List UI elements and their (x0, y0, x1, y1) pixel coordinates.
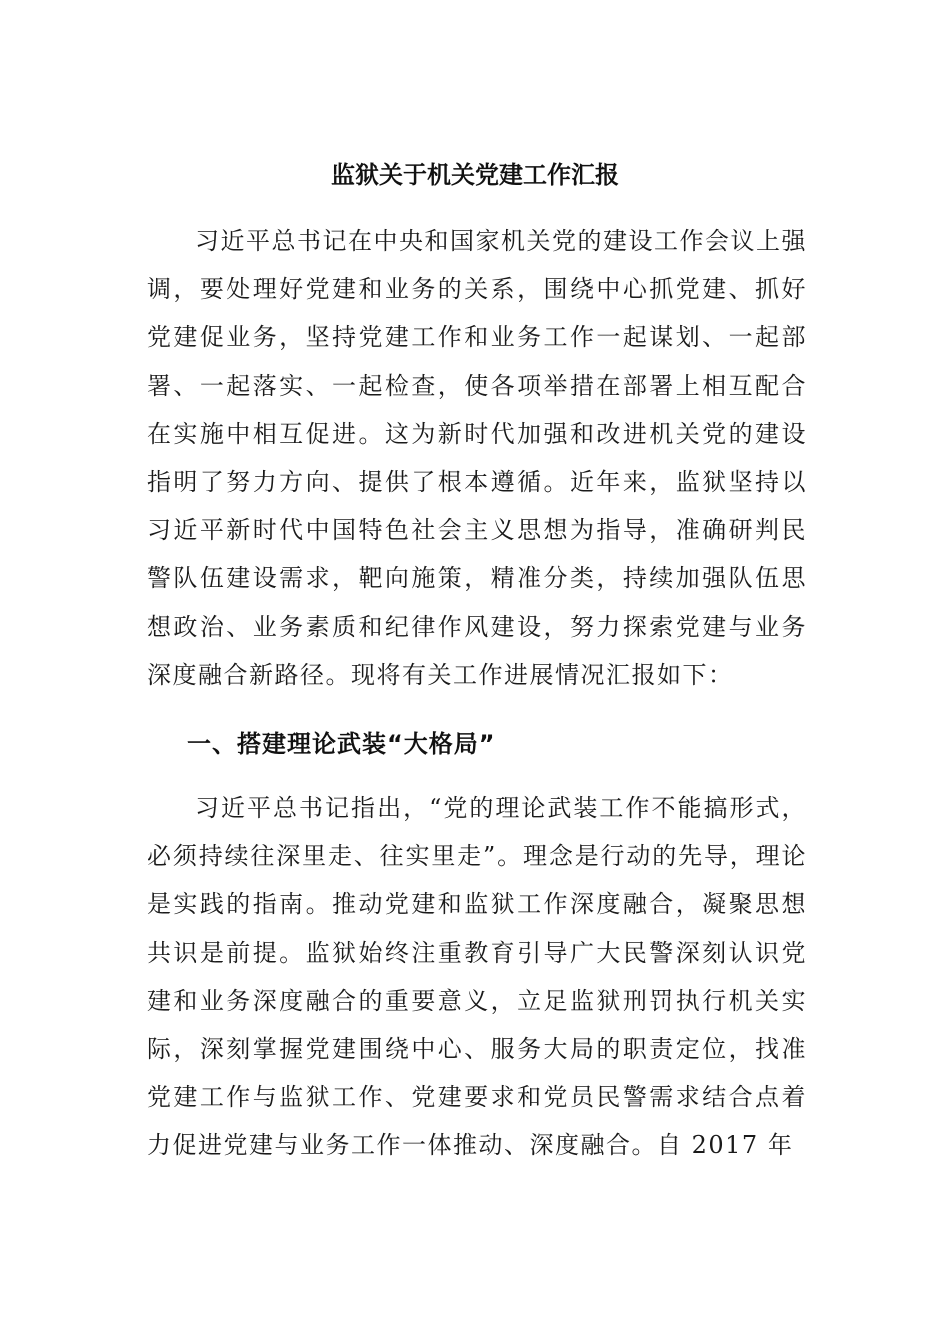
document-title: 监狱关于机关党建工作汇报 (331, 161, 619, 189)
section-1-paragraph: 习近平总书记指出，“党的理论武装工作不能搞形式，必须持续往深里走、往实里走”。理念是行动的先导，理论是实践的指南。推动党建和监狱工作深度融合，凝聚思想共识是前提。监狱始终注重教育引导广大民警深刻认识党建和业务深度融合的重要意义，立足监狱刑罚执行机关实际，深刻掌握党建围绕中心、服务大局的职责定位，找准党建工作与监狱工作、党建要求和党员民警需求结合点着力促进党建与业务工作一体推动、深度融合。自 2017 年 (147, 794, 807, 1160)
section-1-heading: 一、搭建理论武装“大格局” (187, 730, 496, 758)
intro-paragraph: 习近平总书记在中央和国家机关党的建设工作会议上强调，要处理好党建和业务的关系，围绕中心抓党建、抓好党建促业务，坚持党建工作和业务工作一起谋划、一起部署、一起落实、一起检查，使各项举措在部署上相互配合在实施中相互促进。这为新时代加强和改进机关党的建设指明了努力方向、提供了根本遵循。近年来，监狱坚持以习近平新时代中国特色社会主义思想为指导，准确研判民警队伍建设需求，靶向施策，精准分类，持续加强队伍思想政治、业务素质和纪律作风建设，努力探索党建与业务深度融合新路径。现将有关工作进展情况汇报如下： (147, 227, 807, 689)
